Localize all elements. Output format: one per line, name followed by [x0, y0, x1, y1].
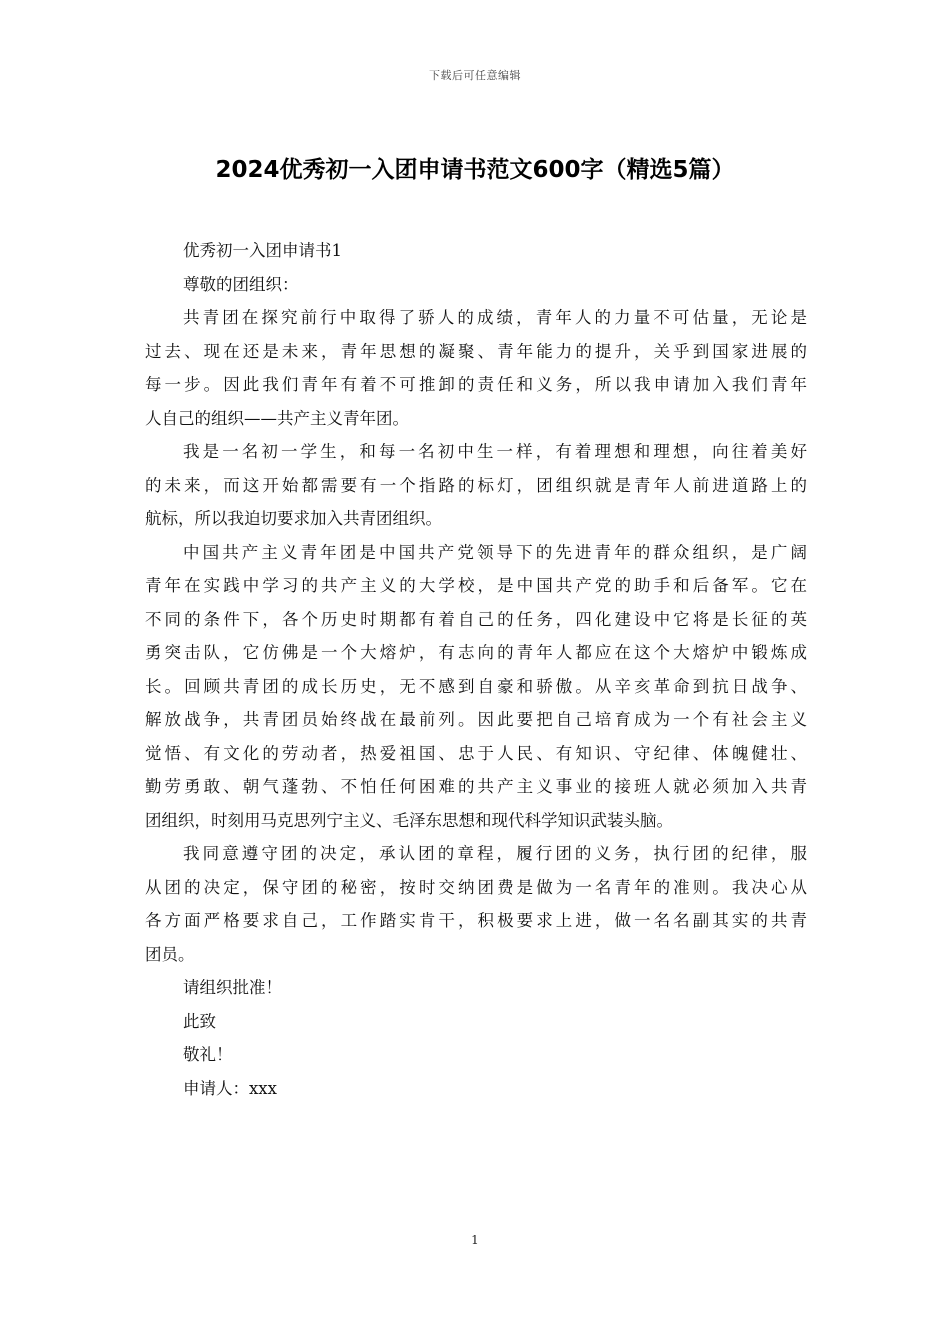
paragraph-1-line: 人自己的组织——共产主义青年团。: [145, 408, 409, 428]
paragraph-3-line: 不同的条件下，各个历史时期都有着自己的任务，四化建设中它将是长征的英: [145, 609, 807, 629]
closing-jingli: 敬礼！: [183, 1045, 233, 1064]
paragraph-1-line: 共青团在探究前行中取得了骄人的成绩，青年人的力量不可估量，无论是: [183, 308, 807, 327]
paragraph-3-line: 勇突击队，它仿佛是一个大熔炉，有志向的青年人都应在这个大熔炉中锻炼成: [145, 643, 807, 662]
paragraph-4-line: 团员。: [145, 944, 195, 964]
paragraph-3-line: 青年在实践中学习的共产主义的大学校，是中国共产党的助手和后备军。它在: [145, 576, 807, 595]
paragraph-4-line: 从团的决定，保守团的秘密，按时交纳团费是做为一名青年的准则。我决心从: [145, 877, 807, 897]
paragraph-1-line: 每一步。因此我们青年有着不可推卸的责任和义务，所以我申请加入我们青年: [145, 375, 807, 394]
paragraph-1-line: 过去、现在还是未来，青年思想的凝聚、青年能力的提升，关乎到国家进展的: [145, 341, 807, 361]
paragraph-3-line: 团组织，时刻用马克思列宁主义、毛泽东思想和现代科学知识武装头脑。: [145, 810, 673, 830]
paragraph-3-line: 勤劳勇敢、朝气蓬勃、不怕任何困难的共产主义事业的接班人就必须加入共青: [145, 777, 807, 796]
paragraph-2-line: 航标，所以我迫切要求加入共青团组织。: [145, 509, 442, 528]
salutation: 尊敬的团组织：: [183, 274, 299, 294]
paragraph-3-line: 解放战争，共青团员始终战在最前列。因此要把自己培育成为一个有社会主义: [145, 710, 807, 729]
closing-request: 请组织批准！: [183, 978, 282, 997]
page-header-note: 下载后可任意编辑: [429, 69, 521, 82]
paragraph-4-line: 我同意遵守团的决定，承认团的章程，履行团的义务，执行团的纪律，服: [183, 844, 807, 863]
paragraph-3-line: 长。回顾共青团的成长历史，无不感到自豪和骄傲。从辛亥革命到抗日战争、: [145, 676, 807, 696]
paragraph-3-line: 觉悟、有文化的劳动者，热爱祖国、忠于人民、有知识、守纪律、体魄健壮、: [145, 743, 807, 763]
paragraph-2-line: 的未来，而这开始都需要有一个指路的标灯，团组织就是青年人前进道路上的: [145, 475, 807, 495]
paragraph-2-line: 我是一名初一学生，和每一名初中生一样，有着理想和理想，向往着美好: [183, 442, 807, 461]
paragraph-4-line: 各方面严格要求自己，工作踏实肯干，积极要求上进，做一名名副其实的共青: [145, 911, 807, 930]
document-title: 2024优秀初一入团申请书范文600字（精选5篇）: [215, 157, 735, 183]
page-number: 1: [471, 1233, 479, 1247]
section-heading: 优秀初一入团申请书1: [183, 241, 342, 260]
closing-cizhi: 此致: [183, 1011, 216, 1031]
paragraph-3-line: 中国共产主义青年团是中国共产党领导下的先进青年的群众组织，是广阔: [183, 542, 807, 562]
document-body: [145, 234, 807, 1105]
applicant-signature: 申请人：xxx: [183, 1078, 277, 1098]
